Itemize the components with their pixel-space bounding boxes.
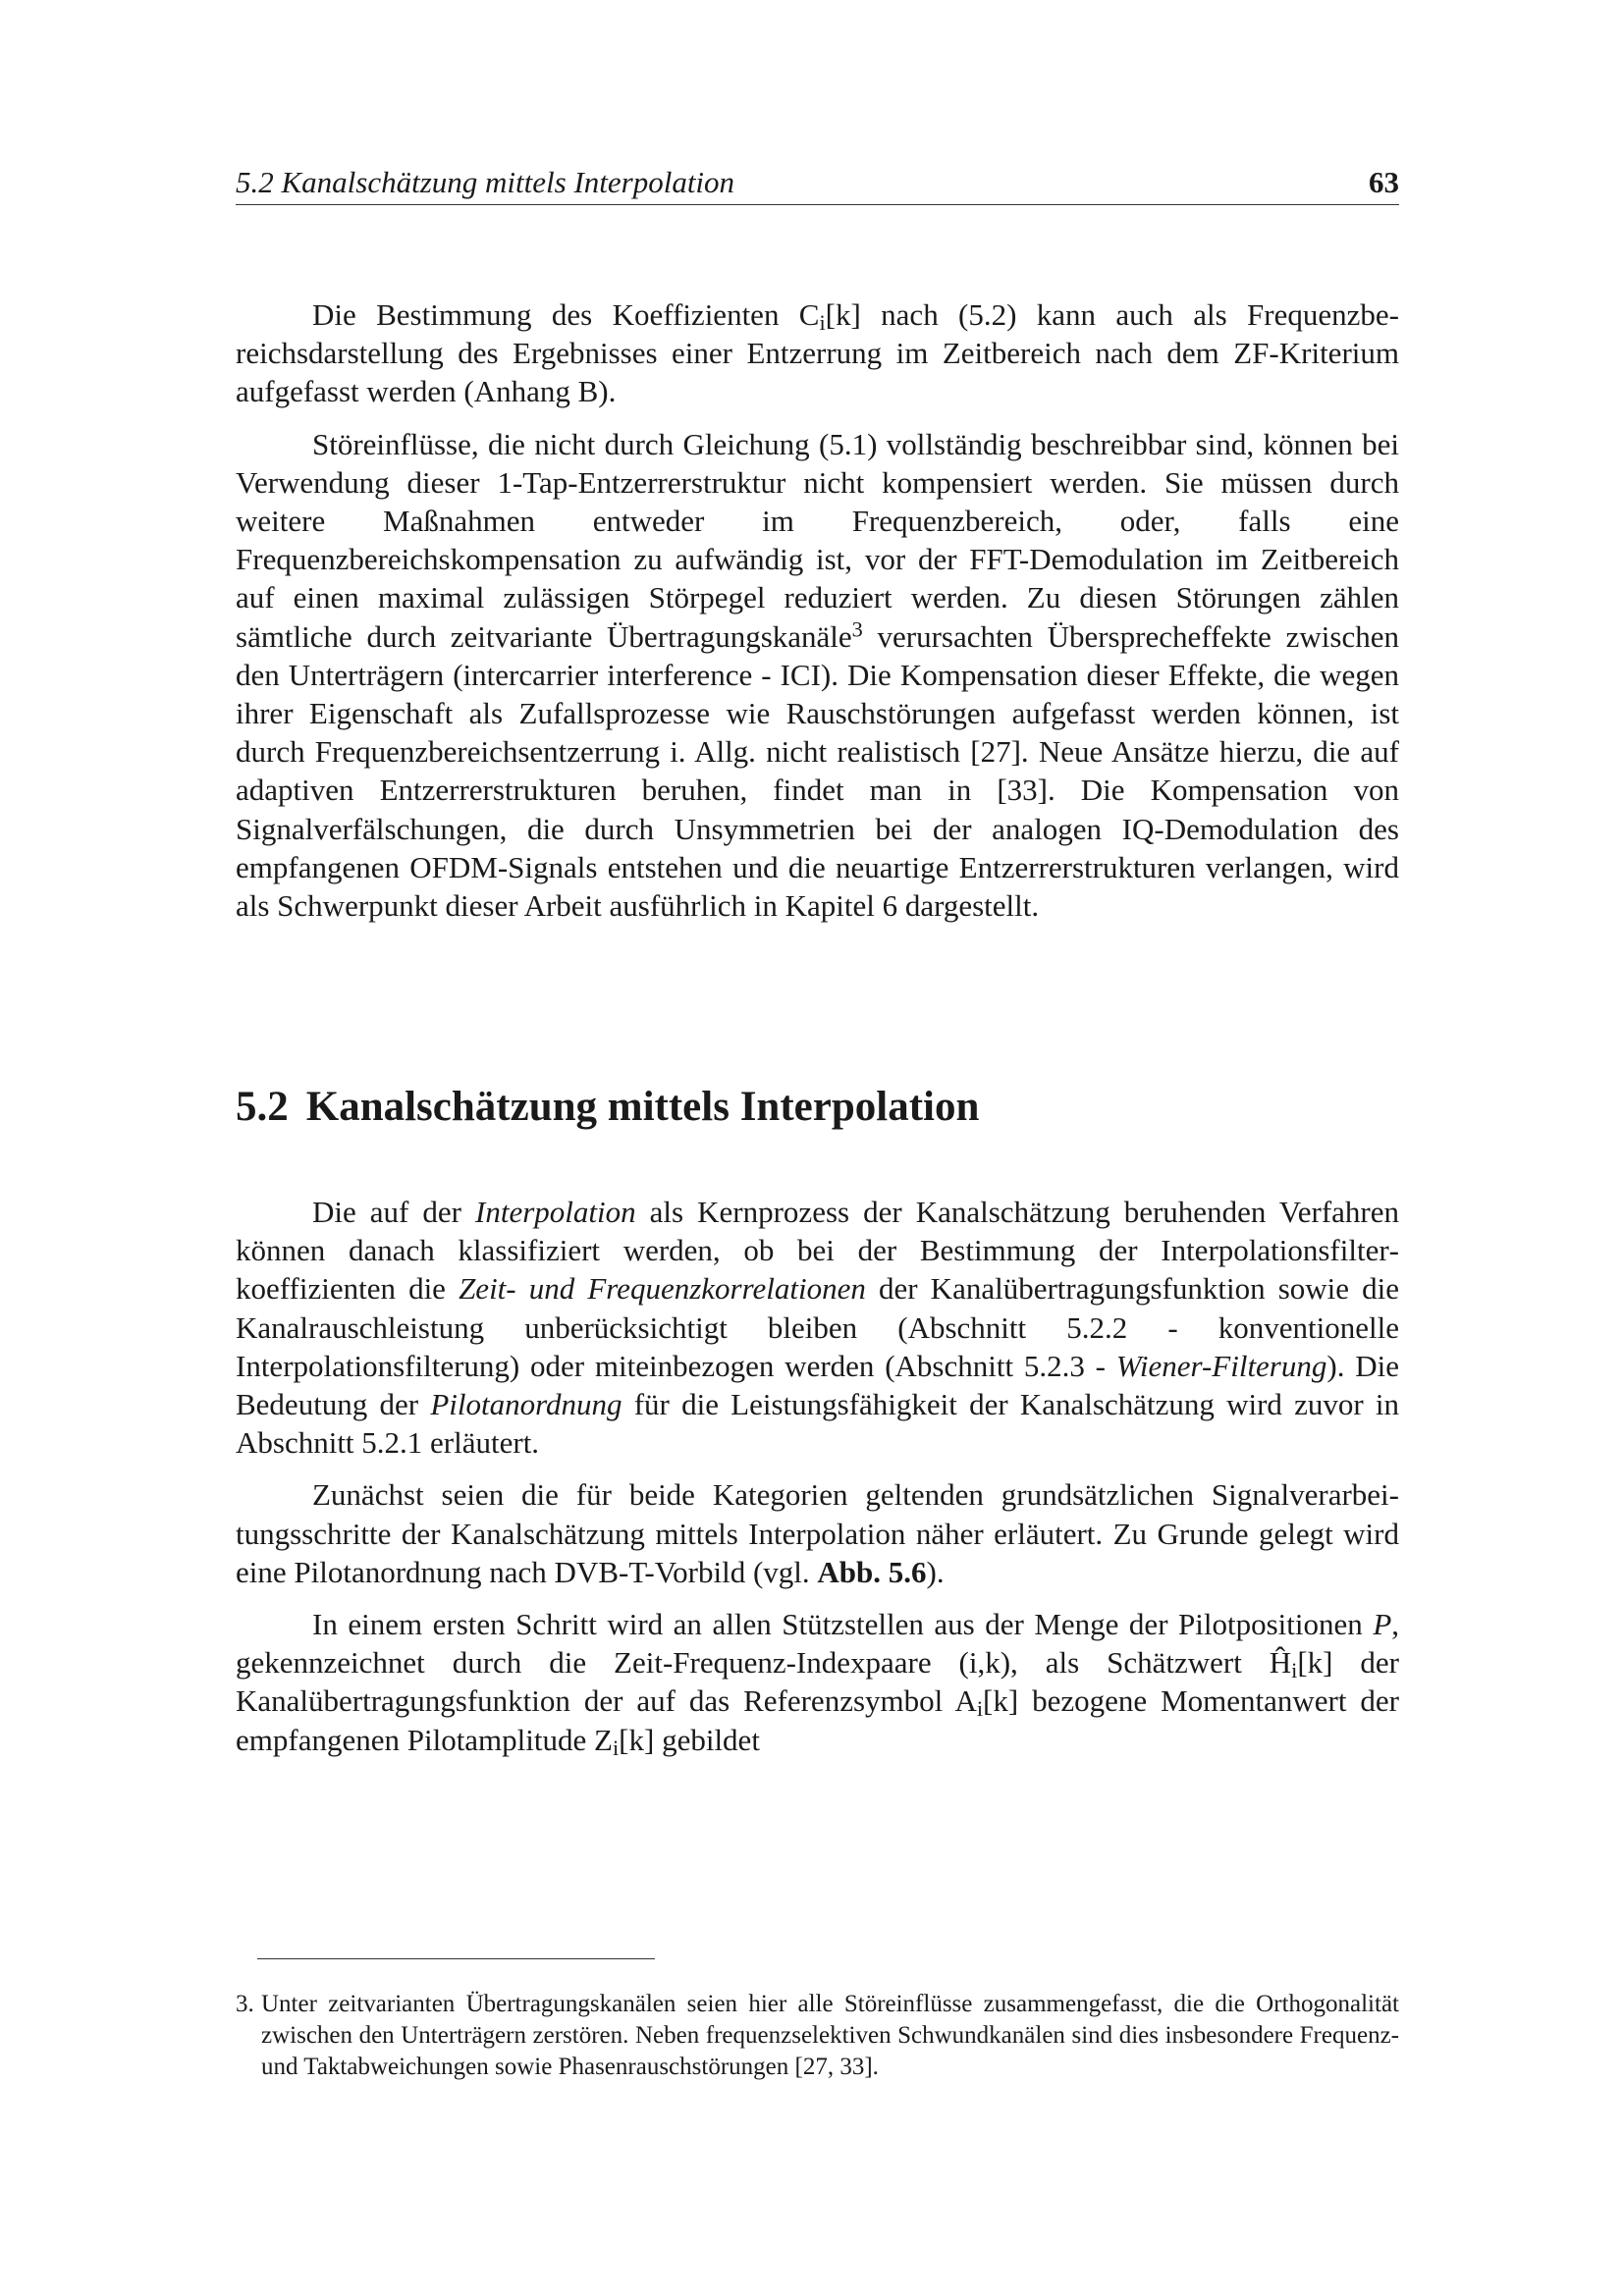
emphasis-set-p: P xyxy=(1373,1607,1392,1642)
text-run: [k] der Kanalübertragungsfunktion der auf das Referenzsymbol A xyxy=(236,1645,1399,1719)
text-run: In einem ersten Schritt wird an allen Stützstellen aus der Menge der Pilotpositionen xyxy=(312,1607,1374,1642)
text-run: Die Bestimmung des Koeffizienten C xyxy=(312,297,820,332)
text-run: Zunächst seien die für beide Kategorien geltenden grundsätzlichen Signalverarbeitungsschritte der Kanalschätzung mittels Interpolation näher erläutert. Zu Grunde gelegt wird eine Pilotanordnung nach DVB-T-Vorbild (vgl. xyxy=(236,1477,1399,1589)
section-number: 5.2 xyxy=(236,1084,289,1130)
section-title: Kanalschätzung mittels Interpolation xyxy=(305,1084,980,1130)
text-run: [k] nach (5.2) kann auch als Frequenzbereichsdarstellung des Ergebnisses einer Entzerrung im Zeitbereich nach dem ZF-Kriterium aufgefasst werden (Anhang B). xyxy=(236,297,1399,409)
footnote-mark: 3. xyxy=(236,1991,254,2017)
emphasis-pilot-arrangement: Pilotanordnung xyxy=(430,1387,622,1422)
text-run: für die Leistungsfähigkeit der Kanalschätzung wird zuvor in Abschnitt 5.2.1 erläutert. xyxy=(236,1387,1399,1461)
footnote-rule xyxy=(257,1958,655,1959)
paragraph-first-step xyxy=(236,1605,1399,1759)
text-run: ). Die Bedeutung der xyxy=(236,1348,1399,1422)
text-run: ). xyxy=(926,1554,945,1589)
paragraph-coefficient-determination xyxy=(236,295,1399,411)
paragraph-interference xyxy=(236,425,1399,926)
running-header xyxy=(236,161,1399,205)
emphasis-wiener: Wiener-Filterung xyxy=(1115,1348,1327,1383)
text-run: Störeinflüsse, die nicht durch Gleichung (5.1) vollständig beschreibbar sind, können bei Verwendung dieser 1-Tap-Entzerrerstruktur nicht kompensiert werden. Sie müssen durch weitere Maßnahmen entweder im Frequenzbereich, oder, falls eine Frequenzbereichskompensation zu aufwändig ist, vor der FFT-Demodulation im Zeitbereich auf einen maximal zulässigen Störpegel reduziert werden. Zu diesen Störungen zählen sämtliche durch zeitvariante Übertragungskanäle xyxy=(236,426,1399,654)
subscript-i: i xyxy=(976,1696,984,1722)
running-title: 5.2 Kanalschätzung mittels Interpolation xyxy=(236,165,735,199)
page-number: 63 xyxy=(1369,165,1399,199)
section-text-block xyxy=(236,1193,1399,1773)
text-run: [k] gebildet xyxy=(619,1722,760,1757)
subscript-i: i xyxy=(612,1735,620,1760)
section-heading xyxy=(236,1080,979,1135)
text-run: der Kanalübertragungsfunktion sowie die Kanalrauschleistung unberücksichtigt bleiben (Abschnitt 5.2.2 - konventionelle Interpolationsfilterung) oder miteinbezogen werden (Abschnitt 5.2.3 - xyxy=(236,1271,1400,1383)
top-text-block xyxy=(236,295,1399,938)
text-run: [k] bezogene Momentanwert der empfangenen Pilotamplitude Z xyxy=(236,1683,1399,1757)
subscript-i: i xyxy=(1291,1658,1298,1683)
text-run: Die auf der xyxy=(312,1195,476,1229)
emphasis-correlations: Zeit- und Frequenzkorrelationen xyxy=(459,1271,866,1307)
footnote-text: Unter zeitvarianten Übertragungskanälen seien hier alle Störeinflüsse zusammengefasst, die die Orthogonalität zwischen den Unterträgern zerstören. Neben frequenzselektiven Schwundkanälen sind dies insbesondere Frequenz- und Taktabweichungen sowie Phasenrauschstörungen [27, 33]. xyxy=(261,1991,1399,2080)
text-run: als Kernprozess der Kanalschätzung beruhenden Verfahren können danach klassifiziert werden, ob bei der Bestimmung der Interpolationsfilterkoeffizienten die xyxy=(236,1195,1399,1307)
footnote-3 xyxy=(236,1989,1399,2083)
text-run: , gekennzeichnet durch die Zeit-Frequenz-Indexpaare (i,k), als Schätzwert xyxy=(236,1607,1399,1681)
figure-reference: Abb. 5.6 xyxy=(817,1554,927,1589)
text-run: verursachten Übersprecheffekte zwischen den Unterträgern (intercarrier interference - ICI). Die Kompensation dieser Effekte, die wegen ihrer Eigenschaft als Zufallsprozesse wie Rauschstörungen aufgefasst werden können, ist durch Frequenzbereichsentzerrung i. Allg. nicht realistisch [27]. Neue Ansätze hierzu, die auf adaptiven Entzerrerstrukturen beruhen, findet man in [33]. Die Kompensation von Signalverfälschungen, die durch Unsymmetrien bei der analogen IQ-Demodulation des empfangenen OFDM-Signals entstehen und die neuartige Entzerrerstrukturen verlangen, wird als Schwerpunkt dieser Arbeit ausführlich in Kapitel 6 dargestellt. xyxy=(236,618,1399,924)
footnote-reference-3: 3 xyxy=(851,615,863,641)
paragraph-interpolation-classification xyxy=(236,1193,1399,1462)
subscript-i: i xyxy=(819,309,826,335)
paragraph-processing-steps xyxy=(236,1475,1399,1591)
emphasis-interpolation: Interpolation xyxy=(475,1195,636,1229)
h-hat-symbol: Ĥ xyxy=(1269,1645,1292,1681)
